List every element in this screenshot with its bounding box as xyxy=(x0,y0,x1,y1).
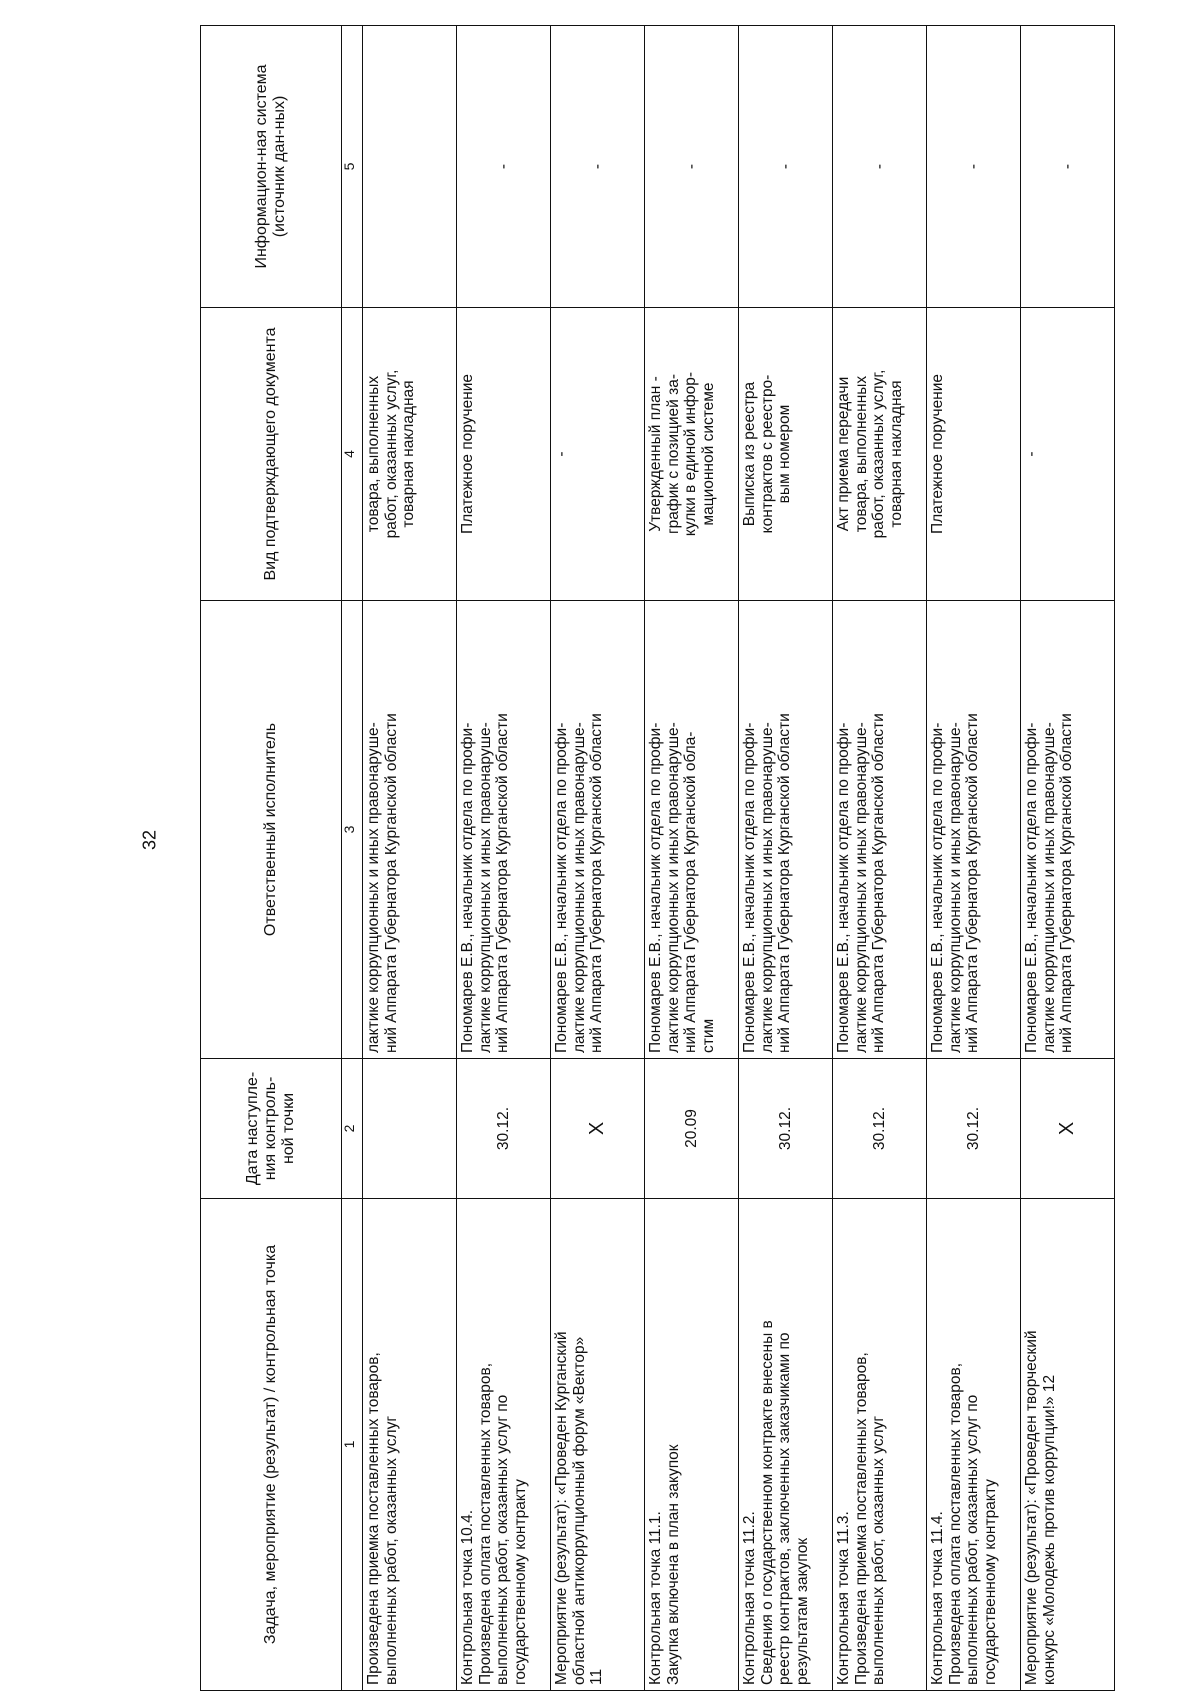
executor-cell-line: Пономарев Е.В., начальник отдела по профи- xyxy=(929,722,946,1053)
control-points-table xyxy=(200,25,1115,1691)
date-cell: 30.12. xyxy=(739,1059,833,1199)
date-cell: X xyxy=(551,1059,645,1199)
task-cell-line: государственному контракту xyxy=(511,1479,529,1685)
task-cell-line: Мероприятие (результат): «Проведен творческий xyxy=(1023,1330,1040,1685)
executor-cell-line: Пономарев Е.В., начальник отдела по профи- xyxy=(1023,722,1040,1053)
table-row xyxy=(1021,26,1115,1691)
document-cell-line: товара, выполненных xyxy=(852,375,870,533)
table-row xyxy=(645,26,739,1691)
executor-cell-line: ний Аппарата Губернатора Курганской области xyxy=(870,713,887,1053)
column-number: 2 xyxy=(342,1059,363,1199)
document-cell-line: кулки в единой инфор- xyxy=(682,371,699,537)
executor-cell xyxy=(1021,601,1115,1059)
executor-cell-line: ний Аппарата Губернатора Курганской области xyxy=(494,713,511,1053)
document-cell xyxy=(833,308,927,601)
document-cell-line: Утвержденный план - xyxy=(647,376,664,532)
date-cell: 30.12. xyxy=(457,1059,551,1199)
task-cell-line: выполненных работ, оказанных услуг по xyxy=(964,1394,981,1685)
executor-cell-line: Пономарев Е.В., начальник отдела по профи- xyxy=(459,722,476,1053)
task-cell xyxy=(833,1199,927,1691)
document-cell-line: работ, оказанных услуг, xyxy=(382,369,400,539)
document-cell xyxy=(551,308,645,601)
column-number: 3 xyxy=(342,601,363,1059)
document-cell-line: график с позицией за- xyxy=(664,373,682,535)
executor-cell-line: лактике коррупционных и иных правонаруше- xyxy=(476,722,494,1053)
document-cell-line: - xyxy=(553,451,570,457)
executor-cell-line: Пономарев Е.В., начальник отдела по профи- xyxy=(553,722,570,1053)
task-cell-line: Сведения о государственном контракте внесены в xyxy=(758,1320,776,1685)
document-cell-line: товарная накладная xyxy=(887,380,905,528)
task-cell xyxy=(739,1199,833,1691)
page-number: 32 xyxy=(139,829,160,851)
executor-cell-line: лактике коррупционных и иных правонаруше- xyxy=(664,722,682,1053)
task-cell-line: реестр контрактов, заключенных заказчиками по xyxy=(776,1332,793,1685)
task-cell-line: выполненных работ, оказанных услуг по xyxy=(494,1394,511,1685)
task-cell xyxy=(927,1199,1021,1691)
executor-cell-line: лактике коррупционных и иных правонаруше- xyxy=(852,722,870,1053)
document-cell xyxy=(1021,308,1115,601)
column-number: 5 xyxy=(342,26,363,308)
document-cell-line: Платежное поручение xyxy=(929,373,946,535)
task-cell-line: Контрольная точка 10.4. xyxy=(459,1509,476,1685)
executor-cell xyxy=(363,601,457,1059)
task-cell-line: Произведена оплата поставленных товаров, xyxy=(946,1362,964,1685)
system-cell: - xyxy=(833,26,927,308)
table-row xyxy=(833,26,927,1691)
task-cell xyxy=(457,1199,551,1691)
document-cell-line: мационной системе xyxy=(699,382,717,526)
task-cell-line: Контрольная точка 11.2. xyxy=(741,1511,758,1685)
document-cell-line: контрактов с реестро- xyxy=(758,374,776,534)
column-number: 4 xyxy=(342,308,363,601)
rotated-table-container xyxy=(200,26,1185,1691)
task-cell-line: Мероприятие (результат): «Проведен Курганский xyxy=(553,1331,570,1685)
date-cell: 30.12. xyxy=(927,1059,1021,1199)
executor-cell-line: ний Аппарата Губернатора Курганской области xyxy=(382,713,400,1053)
document-cell xyxy=(457,308,551,601)
table-body xyxy=(201,26,1115,1691)
system-cell: - xyxy=(457,26,551,308)
document-cell xyxy=(739,308,833,601)
task-cell-line: выполненных работ, оказанных услуг xyxy=(382,1416,400,1685)
system-cell: - xyxy=(1021,26,1115,308)
header-task: Задача, мероприятие (результат) / контрольная точка xyxy=(201,1199,342,1691)
task-cell-line: Контрольная точка 11.1. xyxy=(647,1511,664,1685)
date-cell: 30.12. xyxy=(833,1059,927,1199)
header-executor: Ответственный исполнитель xyxy=(201,601,342,1059)
system-cell xyxy=(363,26,457,308)
task-cell-line: государственному контракту xyxy=(981,1479,999,1685)
task-cell-line: результатам закупок xyxy=(793,1537,811,1685)
document-cell xyxy=(927,308,1021,601)
executor-cell xyxy=(833,601,927,1059)
header-date: Дата наступле-ния контроль-ной точки xyxy=(201,1059,342,1199)
task-cell xyxy=(645,1199,739,1691)
date-cell: X xyxy=(1021,1059,1115,1199)
task-cell-line: Контрольная точка 11.3. xyxy=(835,1511,852,1685)
table-row xyxy=(927,26,1021,1691)
executor-cell-line: ний Аппарата Губернатора Курганской обла- xyxy=(682,731,699,1053)
document-cell xyxy=(363,308,457,601)
date-cell: 20.09 xyxy=(645,1059,739,1199)
document-cell-line: Платежное поручение xyxy=(459,373,476,535)
table-row xyxy=(457,26,551,1691)
task-cell-line: Произведена оплата поставленных товаров, xyxy=(476,1362,494,1685)
executor-cell-line: лактике коррупционных и иных правонаруше- xyxy=(365,722,382,1053)
document-cell xyxy=(645,308,739,601)
executor-cell-line: лактике коррупционных и иных правонаруше- xyxy=(1040,722,1058,1053)
executor-cell-line: ний Аппарата Губернатора Курганской области xyxy=(1058,713,1075,1053)
document-cell-line: Выписка из реестра xyxy=(741,381,758,527)
table-row xyxy=(363,26,457,1691)
header-row xyxy=(201,26,342,1691)
task-cell-line: 11 xyxy=(588,1668,605,1685)
column-number: 1 xyxy=(342,1199,363,1691)
executor-cell xyxy=(927,601,1021,1059)
task-cell-line: Произведена приемка поставленных товаров, xyxy=(852,1352,870,1685)
executor-cell-line: ний Аппарата Губернатора Курганской области xyxy=(964,713,981,1053)
document-cell-line: - xyxy=(1023,451,1040,457)
executor-cell xyxy=(551,601,645,1059)
system-cell: - xyxy=(927,26,1021,308)
executor-cell xyxy=(457,601,551,1059)
executor-cell-line: Пономарев Е.В., начальник отдела по профи- xyxy=(741,722,758,1053)
executor-cell-line: лактике коррупционных и иных правонаруше- xyxy=(758,722,776,1053)
document-cell-line: работ, оказанных услуг, xyxy=(870,369,887,539)
executor-cell xyxy=(645,601,739,1059)
document-cell-line: товарная накладная xyxy=(400,380,417,528)
task-cell-line: выполненных работ, оказанных услуг xyxy=(870,1416,887,1685)
document-cell-line: вым номером xyxy=(776,404,793,504)
executor-cell-line: стим xyxy=(699,1018,717,1053)
executor-cell-line: Пономарев Е.В., начальник отдела по профи- xyxy=(647,722,664,1053)
executor-cell xyxy=(739,601,833,1059)
executor-cell-line: лактике коррупционных и иных правонаруше- xyxy=(570,722,588,1053)
document-cell-line: Акт приема передачи xyxy=(835,376,852,532)
header-document: Вид подтверждающего документа xyxy=(201,308,342,601)
task-cell-line: конкурс «Молодежь против коррупции!» 12 xyxy=(1040,1374,1058,1685)
task-cell xyxy=(363,1199,457,1691)
task-cell xyxy=(1021,1199,1115,1691)
table-row xyxy=(551,26,645,1691)
system-cell: - xyxy=(645,26,739,308)
task-cell-line: областной антикоррупционный форум «Вектор» xyxy=(570,1336,588,1685)
task-cell-line: Контрольная точка 11.4. xyxy=(929,1511,946,1685)
table-row xyxy=(739,26,833,1691)
executor-cell-line: ний Аппарата Губернатора Курганской области xyxy=(776,713,793,1053)
executor-cell-line: лактике коррупционных и иных правонаруше- xyxy=(946,722,964,1053)
task-cell-line: Произведена приемка поставленных товаров, xyxy=(365,1352,382,1685)
executor-cell-line: ний Аппарата Губернатора Курганской области xyxy=(588,713,605,1053)
document-cell-line: товара, выполненных xyxy=(365,375,382,533)
system-cell: - xyxy=(551,26,645,308)
date-cell xyxy=(363,1059,457,1199)
header-system: Информацион-ная система (источник дан-ных) xyxy=(201,26,342,308)
task-cell xyxy=(551,1199,645,1691)
system-cell: - xyxy=(739,26,833,308)
executor-cell-line: Пономарев Е.В., начальник отдела по профи- xyxy=(835,722,852,1053)
task-cell-line: Закупка включена в план закупок xyxy=(664,1444,682,1685)
column-number-row xyxy=(342,26,363,1691)
